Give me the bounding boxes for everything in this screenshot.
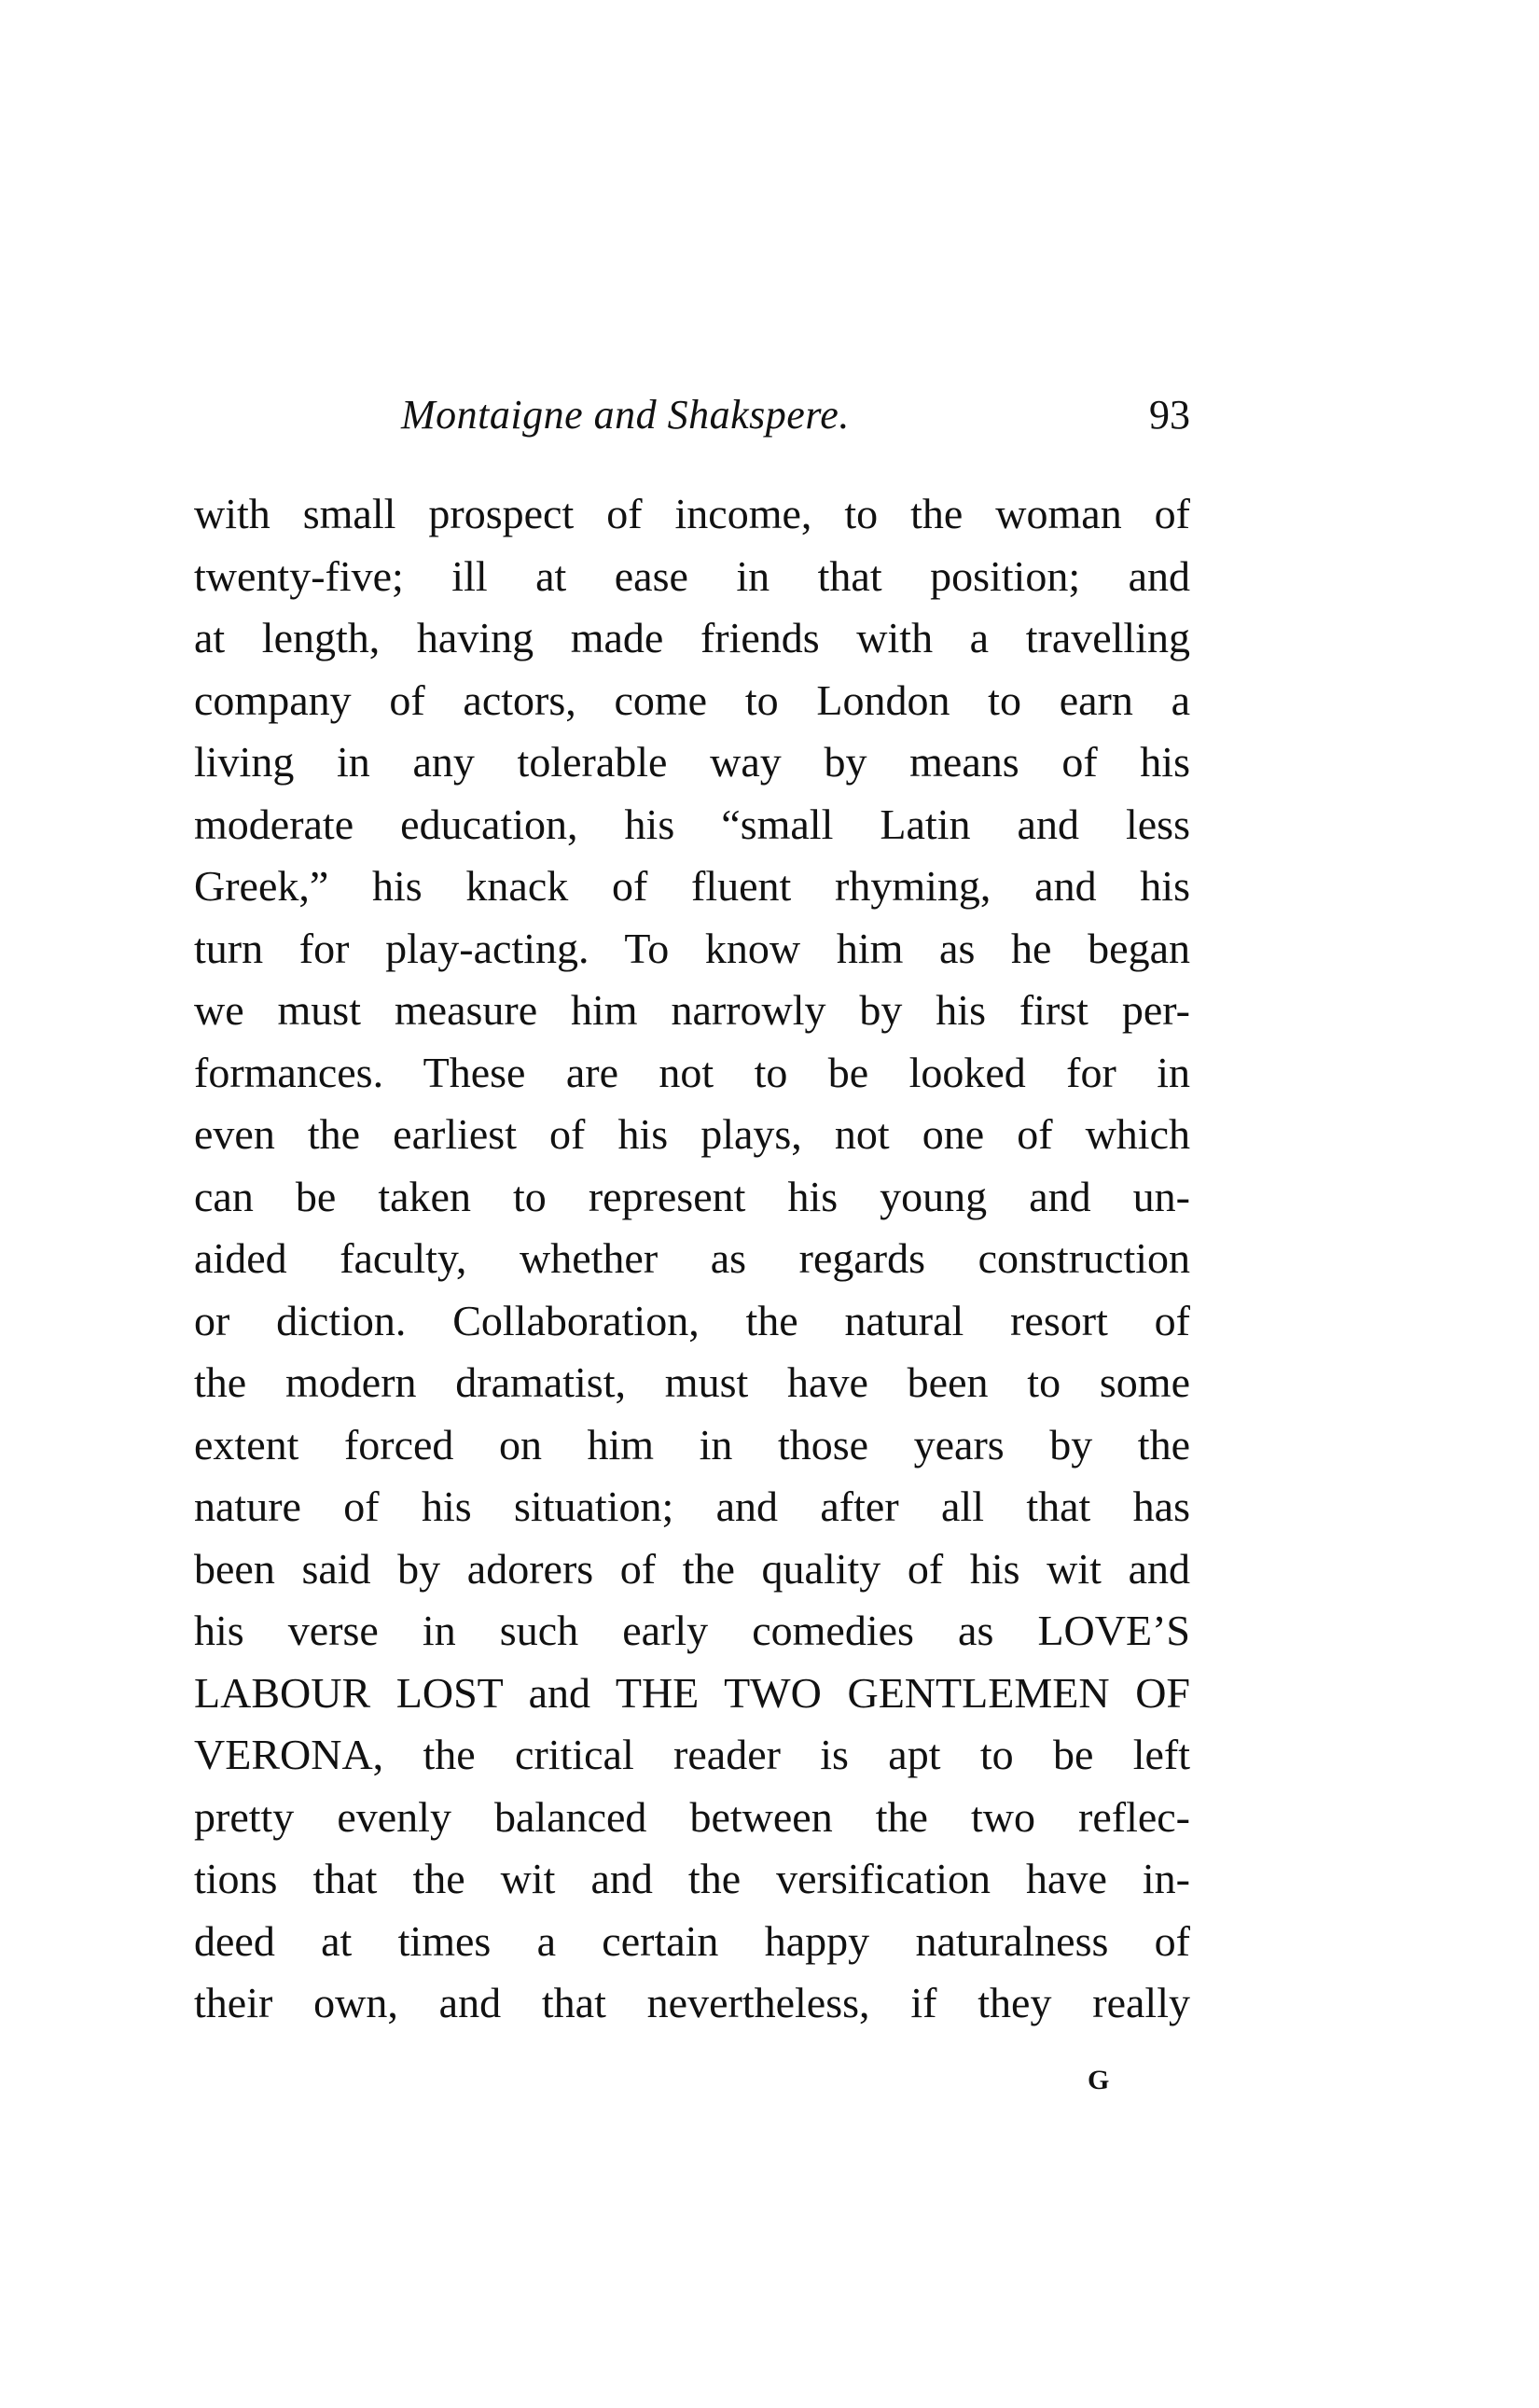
text-line: with small prospect of income, to the woman of — [194, 490, 1190, 537]
text-line: pretty evenly balanced between the two reflec- — [194, 1792, 1190, 1841]
text-line: even the earliest of his plays, not one of which — [194, 1110, 1190, 1158]
text-line: their own, and that nevertheless, if they really — [194, 1979, 1190, 2026]
signature-mark: G — [1088, 2065, 1110, 2095]
text-line: company of actors, come to London to earn a — [194, 675, 1190, 724]
running-title: Montaigne and Shakspere. — [401, 392, 850, 438]
text-line: deed at times a certain happy naturalness of — [194, 1916, 1190, 1965]
text-line: turn for play-acting. To know him as he began — [194, 924, 1190, 972]
text-line: nature of his situation; and after all that has — [194, 1482, 1190, 1530]
text-line: we must measure him narrowly by his first per- — [194, 986, 1190, 1034]
text-line: LABOUR LOST and THE TWO GENTLEMEN OF — [194, 1668, 1190, 1717]
page-number: 93 — [1149, 392, 1190, 438]
text-line: can be taken to represent his young and un- — [194, 1172, 1190, 1220]
text-line: aided faculty, whether as regards construction — [194, 1234, 1190, 1282]
text-line: the modern dramatist, must have been to some — [194, 1358, 1190, 1406]
text-line: his verse in such early comedies as LOVE’S — [194, 1607, 1190, 1654]
text-line: living in any tolerable way by means of his — [194, 738, 1190, 786]
text-line: Greek,” his knack of fluent rhyming, and his — [194, 862, 1190, 910]
text-line: been said by adorers of the quality of his wit and — [194, 1544, 1190, 1593]
text-line: at length, having made friends with a travelling — [194, 614, 1190, 661]
text-line: twenty-five; ill at ease in that position; and — [194, 551, 1190, 600]
body-text — [194, 483, 1190, 2035]
page-header — [194, 378, 1190, 452]
text-line: tions that the wit and the versification have in- — [194, 1855, 1190, 1902]
text-line: extent forced on him in those years by the — [194, 1420, 1190, 1468]
text-line: or diction. Collaboration, the natural resort of — [194, 1296, 1190, 1344]
text-line: moderate education, his “small Latin and less — [194, 800, 1190, 848]
text-line: formances. These are not to be looked for in — [194, 1048, 1190, 1096]
text-line: VERONA, the critical reader is apt to be left — [194, 1731, 1190, 1778]
